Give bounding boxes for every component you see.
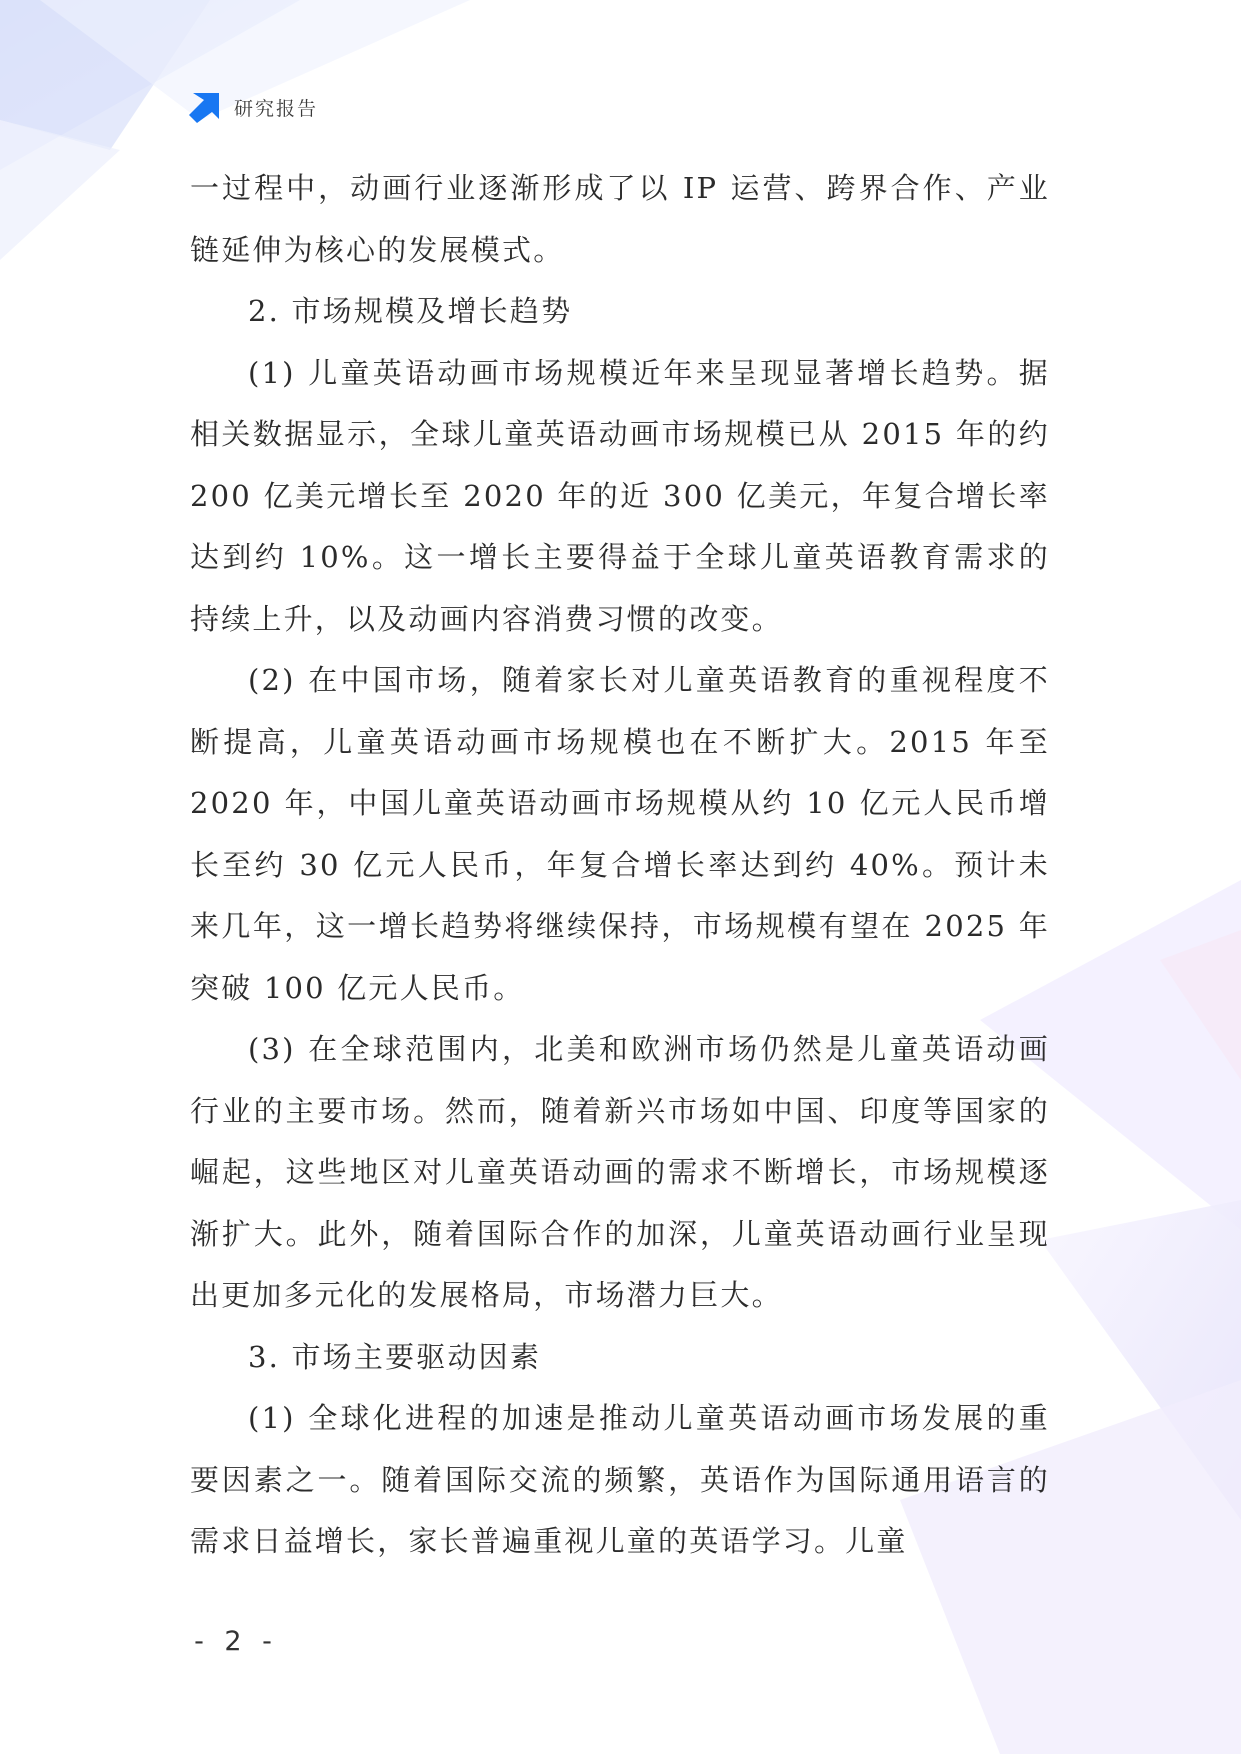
paragraph: (2) 在中国市场，随着家长对儿童英语教育的重视程度不断提高，儿童英语动画市场规模也在不断扩大。2015 年至 2020 年，中国儿童英语动画市场规模从约 10 亿元人民币增长至约 30 亿元人民币，年复合增长率达到约 40%。预计未来几年，这一增长趋势将继续保持，市场规模有望在 2025 年突破 100 亿元人民币。	[190, 663, 1050, 1005]
document-body	[190, 158, 1050, 1573]
arrow-up-right-icon	[188, 90, 222, 124]
paragraph: (3) 在全球范围内，北美和欧洲市场仍然是儿童英语动画行业的主要市场。然而，随着新兴市场如中国、印度等国家的崛起，这些地区对儿童英语动画的需求不断增长，市场规模逐渐扩大。此外，随着国际合作的加深，儿童英语动画行业呈现出更加多元化的发展格局，市场潜力巨大。	[190, 1032, 1050, 1312]
paragraph-continued: 一过程中，动画行业逐渐形成了以 IP 运营、跨界合作、产业链延伸为核心的发展模式。	[190, 171, 1050, 267]
page-number: - 2 -	[194, 1626, 278, 1657]
report-header	[188, 90, 318, 124]
paragraph: (1) 全球化进程的加速是推动儿童英语动画市场发展的重要因素之一。随着国际交流的频繁，英语作为国际通用语言的需求日益增长，家长普遍重视儿童的英语学习。儿童	[190, 1401, 1050, 1558]
section-heading: 3. 市场主要驱动因素	[248, 1339, 542, 1374]
paragraph: (1) 儿童英语动画市场规模近年来呈现显著增长趋势。据相关数据显示，全球儿童英语动画市场规模已从 2015 年的约 200 亿美元增长至 2020 年的近 300 亿美元，年复合增长率达到约 10%。这一增长主要得益于全球儿童英语教育需求的持续上升，以及动画内容消费习惯的改变。	[190, 355, 1050, 636]
section-heading: 2. 市场规模及增长趋势	[248, 294, 573, 328]
header-title: 研究报告	[234, 97, 319, 120]
